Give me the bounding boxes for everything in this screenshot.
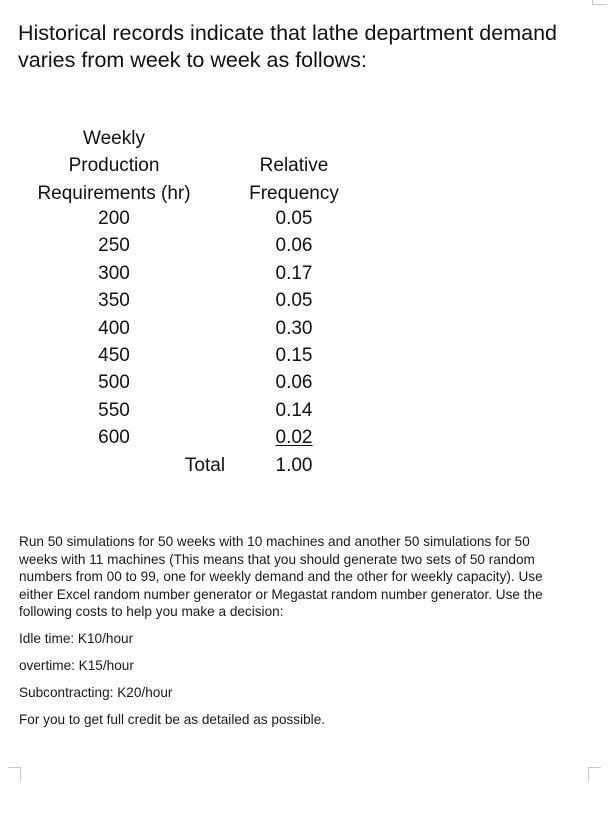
table-row [0,397,615,424]
instructions-paragraph: Run 50 simulations for 50 weeks with 10 machines and another 50 simulations for 50 weeks with 11 machines (This means that you should generate two sets of 50 random numbers from 00 to 99, one for weekly demand and the other for weekly capacity). Use either Excel random number generator or Megastat random number generator. Use the following costs to help you make a decision: [19,534,543,619]
header-line: Relative [259,155,329,177]
page-corner-mark [588,767,601,781]
closing-note: For you to get full credit be as detailed as possible. [19,712,326,727]
requirement-cell: 250 [98,235,130,257]
header-line: Frequency [249,182,339,204]
requirement-cell: 200 [98,208,130,229]
header-line: Weekly [83,128,145,149]
requirement-cell: 400 [98,317,130,339]
table-row [0,287,615,314]
header-line: Production [68,155,160,177]
requirement-cell: 300 [98,262,130,284]
table-row [0,232,615,259]
total-label: Total [184,454,226,476]
page-corner-mark [592,0,607,5]
frequency-cell: 0.06 [275,235,313,257]
requirement-cell: 500 [98,372,130,394]
frequency-cell: 0.06 [275,372,313,394]
frequency-cell: 0.15 [275,345,313,366]
cost-overtime: overtime: K15/hour [19,658,134,673]
requirement-cell: 450 [98,345,130,366]
column-header-frequency [232,152,356,207]
column-header-requirements [14,125,214,207]
total-value: 1.00 [275,454,313,476]
table-row [0,205,615,232]
frequency-cell: 0.05 [275,208,313,229]
frequency-value: 0.02 [275,427,313,449]
cost-subcontracting: Subcontracting: K20/hour [19,685,173,700]
table-row [0,342,615,369]
table-row [0,369,615,396]
frequency-cell: 0.14 [275,399,313,421]
frequency-cell [244,424,344,451]
frequency-cell: 0.05 [275,290,313,312]
total-row [0,452,615,479]
frequency-cell: 0.30 [275,317,313,339]
header-line: Requirements (hr) [37,182,191,204]
page-corner-mark [8,767,21,781]
requirement-cell: 350 [98,290,130,312]
requirement-cell: 600 [98,427,130,449]
table-row [0,315,615,342]
requirement-cell: 550 [98,399,130,421]
cost-idle-time: Idle time: K10/hour [19,631,134,646]
table-row [0,424,615,451]
table-row [0,260,615,287]
frequency-cell: 0.17 [275,262,313,284]
problem-heading: Historical records indicate that lathe department demand varies from week to week as follows: [18,21,557,72]
